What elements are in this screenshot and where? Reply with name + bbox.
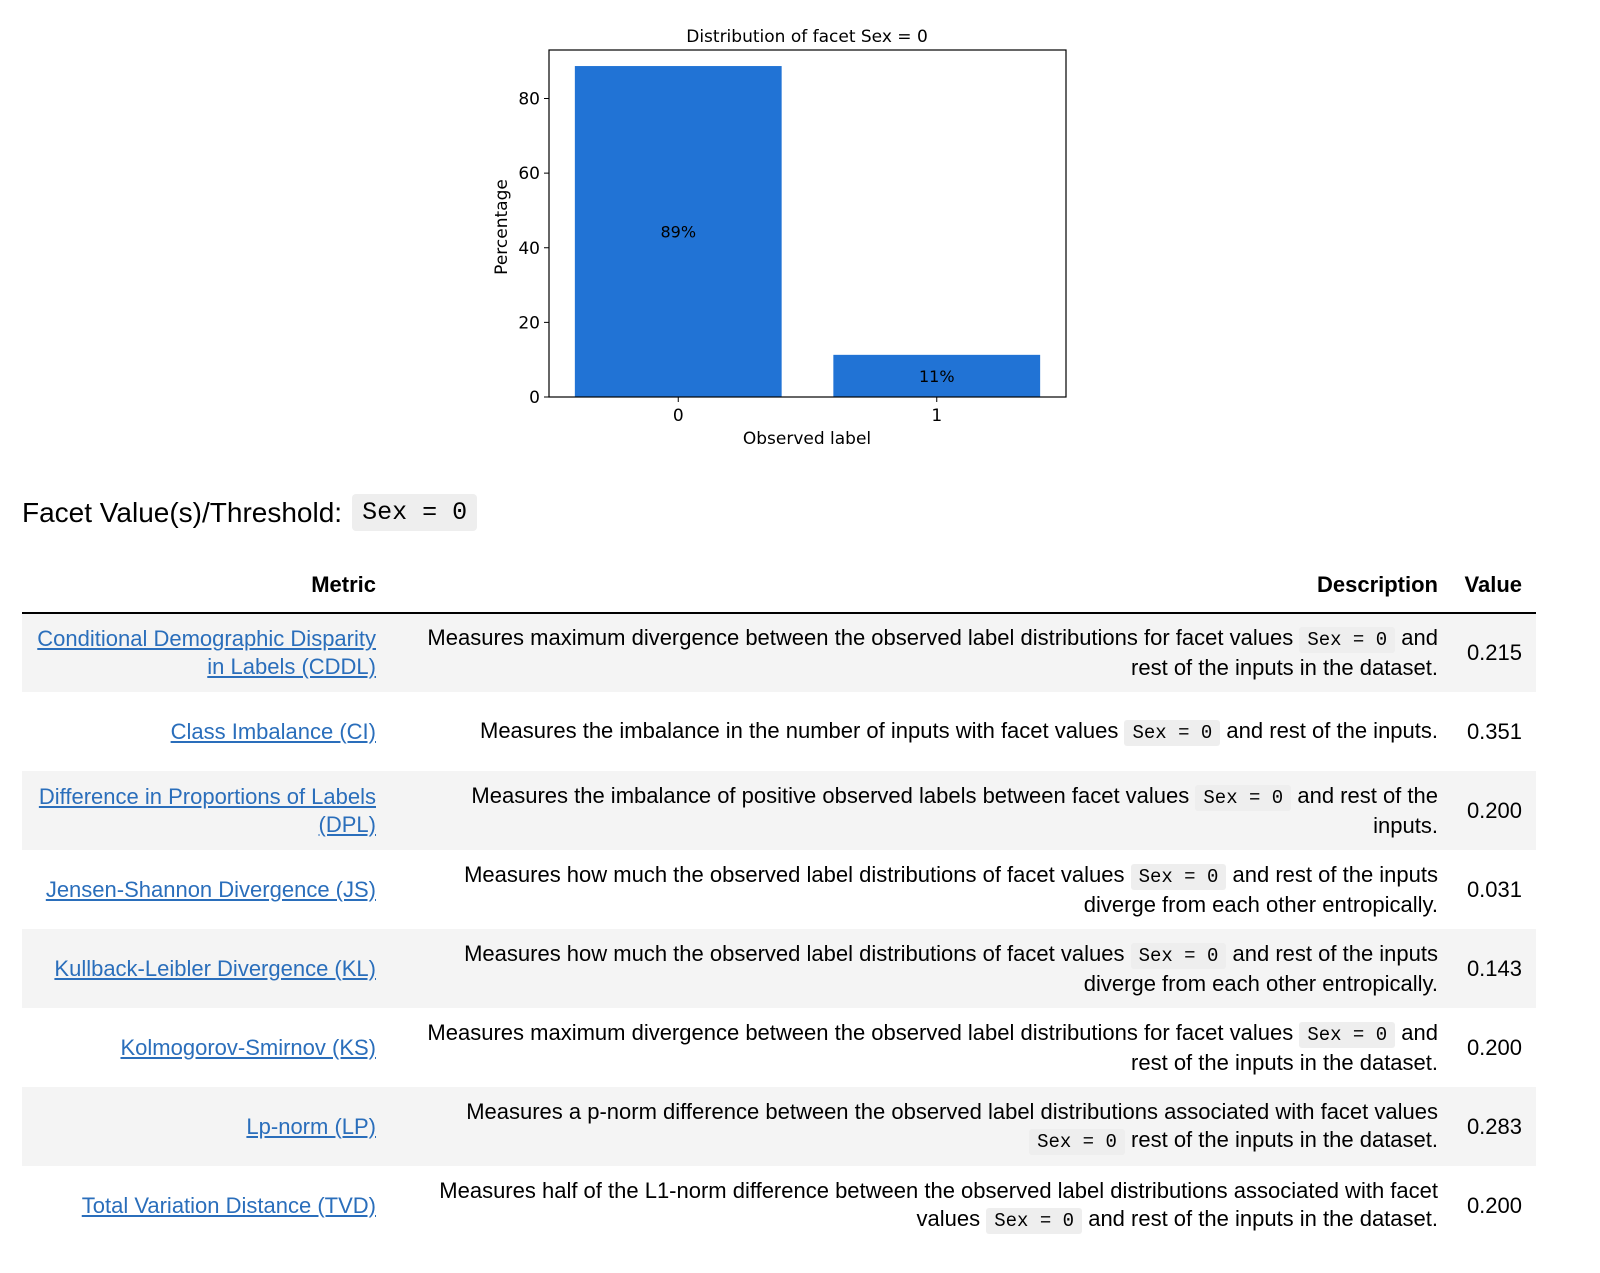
description-text: Measures a p-norm difference between the observed label distributions associated with facet values <box>466 1098 1438 1124</box>
metric-link[interactable]: Jensen-Shannon Divergence (JS) <box>45 876 376 902</box>
y-tick-label: 40 <box>518 238 540 259</box>
value-cell: 0.200 <box>1466 1192 1522 1218</box>
facet-code: Sex = 0 <box>1299 627 1395 653</box>
metric-link[interactable]: Difference in Proportions of Labels (DPL) <box>38 783 376 837</box>
description-cell <box>390 1166 1452 1245</box>
description-cell <box>390 929 1452 1008</box>
table-row <box>22 692 1536 771</box>
facet-threshold <box>22 494 477 531</box>
description-text-end: and rest of the inputs. <box>1297 782 1438 838</box>
header-metric: Metric <box>22 566 390 613</box>
y-tick-label: 20 <box>518 313 540 334</box>
description-cell <box>390 692 1452 771</box>
table-row <box>22 1166 1536 1245</box>
description-text-end: and rest of the inputs in the dataset. <box>1131 625 1438 680</box>
metrics-table <box>22 566 1536 1245</box>
description-cell <box>390 771 1452 850</box>
header-description: Description <box>390 566 1452 613</box>
value-cell: 0.283 <box>1452 1087 1536 1166</box>
description-cell <box>390 850 1452 929</box>
facet-value-code: Sex = 0 <box>352 494 477 531</box>
description-text: Measures the imbalance in the number of inputs with facet values <box>480 717 1119 743</box>
bar-data-label: 11% <box>918 366 955 386</box>
metric-link[interactable]: Kolmogorov-Smirnov (KS) <box>120 1034 376 1060</box>
table-row <box>22 1087 1536 1166</box>
description-text: Measures half of the L1-norm difference between the observed label distributions associated with facet values <box>439 1177 1438 1231</box>
description-cell <box>390 1008 1452 1087</box>
facet-code: Sex = 0 <box>1131 943 1227 969</box>
description-cell <box>390 613 1452 692</box>
table-row <box>22 1008 1536 1087</box>
metric-cell <box>22 929 390 1008</box>
metric-link[interactable]: Conditional Demographic Disparity in Labels (CDDL) <box>37 626 376 679</box>
value-cell: 0.143 <box>1452 929 1536 1008</box>
description-text: Measures how much the observed label distributions of facet values <box>464 861 1125 887</box>
metric-cell <box>22 613 390 692</box>
header-value: Value <box>1452 566 1536 613</box>
metric-cell <box>22 1166 390 1245</box>
description-text: Measures maximum divergence between the observed label distributions for facet values <box>427 1019 1294 1045</box>
value-cell: 0.351 <box>1466 718 1522 744</box>
table-row <box>22 850 1536 929</box>
table-header-row <box>22 566 1536 613</box>
description-text-end: and rest of the inputs. <box>1226 717 1438 743</box>
y-tick-label: 80 <box>518 89 540 110</box>
description-text-end: and rest of the inputs diverge from each other entropically. <box>1083 940 1438 996</box>
value-cell: 0.031 <box>1466 876 1522 902</box>
facet-code: Sex = 0 <box>1299 1022 1395 1048</box>
metric-link[interactable]: Class Imbalance (CI) <box>170 718 376 744</box>
facet-code: Sex = 0 <box>1131 864 1227 890</box>
chart-title: Distribution of facet Sex = 0 <box>686 27 928 47</box>
metric-link[interactable]: Lp-norm (LP) <box>246 1113 376 1139</box>
x-tick-label: 0 <box>672 406 684 426</box>
facet-code: Sex = 0 <box>1195 785 1291 811</box>
metric-cell <box>22 771 390 850</box>
bar-data-label: 89% <box>660 222 697 242</box>
description-text: Measures how much the observed label distributions of facet values <box>464 940 1125 966</box>
bar-chart <box>480 20 1080 460</box>
description-text-end: rest of the inputs in the dataset. <box>1131 1126 1438 1152</box>
facet-code: Sex = 0 <box>1124 720 1220 746</box>
x-tick-label: 1 <box>931 406 943 426</box>
table-row <box>22 613 1536 692</box>
y-tick-label: 60 <box>518 164 540 185</box>
metric-cell <box>22 1008 390 1087</box>
description-cell <box>390 1087 1452 1166</box>
x-axis-label: Observed label <box>742 429 872 449</box>
metric-link[interactable]: Kullback-Leibler Divergence (KL) <box>54 955 376 981</box>
table-row <box>22 929 1536 1008</box>
metric-link[interactable]: Total Variation Distance (TVD) <box>81 1192 376 1218</box>
description-text-end: and rest of the inputs in the dataset. <box>1088 1205 1438 1231</box>
description-text: Measures the imbalance of positive observed labels between facet values <box>471 782 1190 808</box>
value-cell: 0.200 <box>1466 1034 1522 1060</box>
description-text-end: and rest of the inputs in the dataset. <box>1131 1019 1438 1075</box>
metric-cell <box>22 850 390 929</box>
facet-code: Sex = 0 <box>1029 1129 1125 1155</box>
metric-cell <box>22 692 390 771</box>
table-row <box>22 771 1536 850</box>
facet-code: Sex = 0 <box>986 1208 1082 1234</box>
value-cell: 0.200 <box>1452 771 1536 850</box>
metric-cell <box>22 1087 390 1166</box>
description-text: Measures maximum divergence between the observed label distributions for facet values <box>427 625 1294 650</box>
y-tick-label: 0 <box>529 388 540 408</box>
value-cell: 0.215 <box>1452 613 1536 692</box>
facet-label: Facet Value(s)/Threshold: <box>22 496 343 528</box>
description-text-end: and rest of the inputs diverge from each other entropically. <box>1083 861 1438 917</box>
y-axis-label: Percentage <box>492 179 512 275</box>
